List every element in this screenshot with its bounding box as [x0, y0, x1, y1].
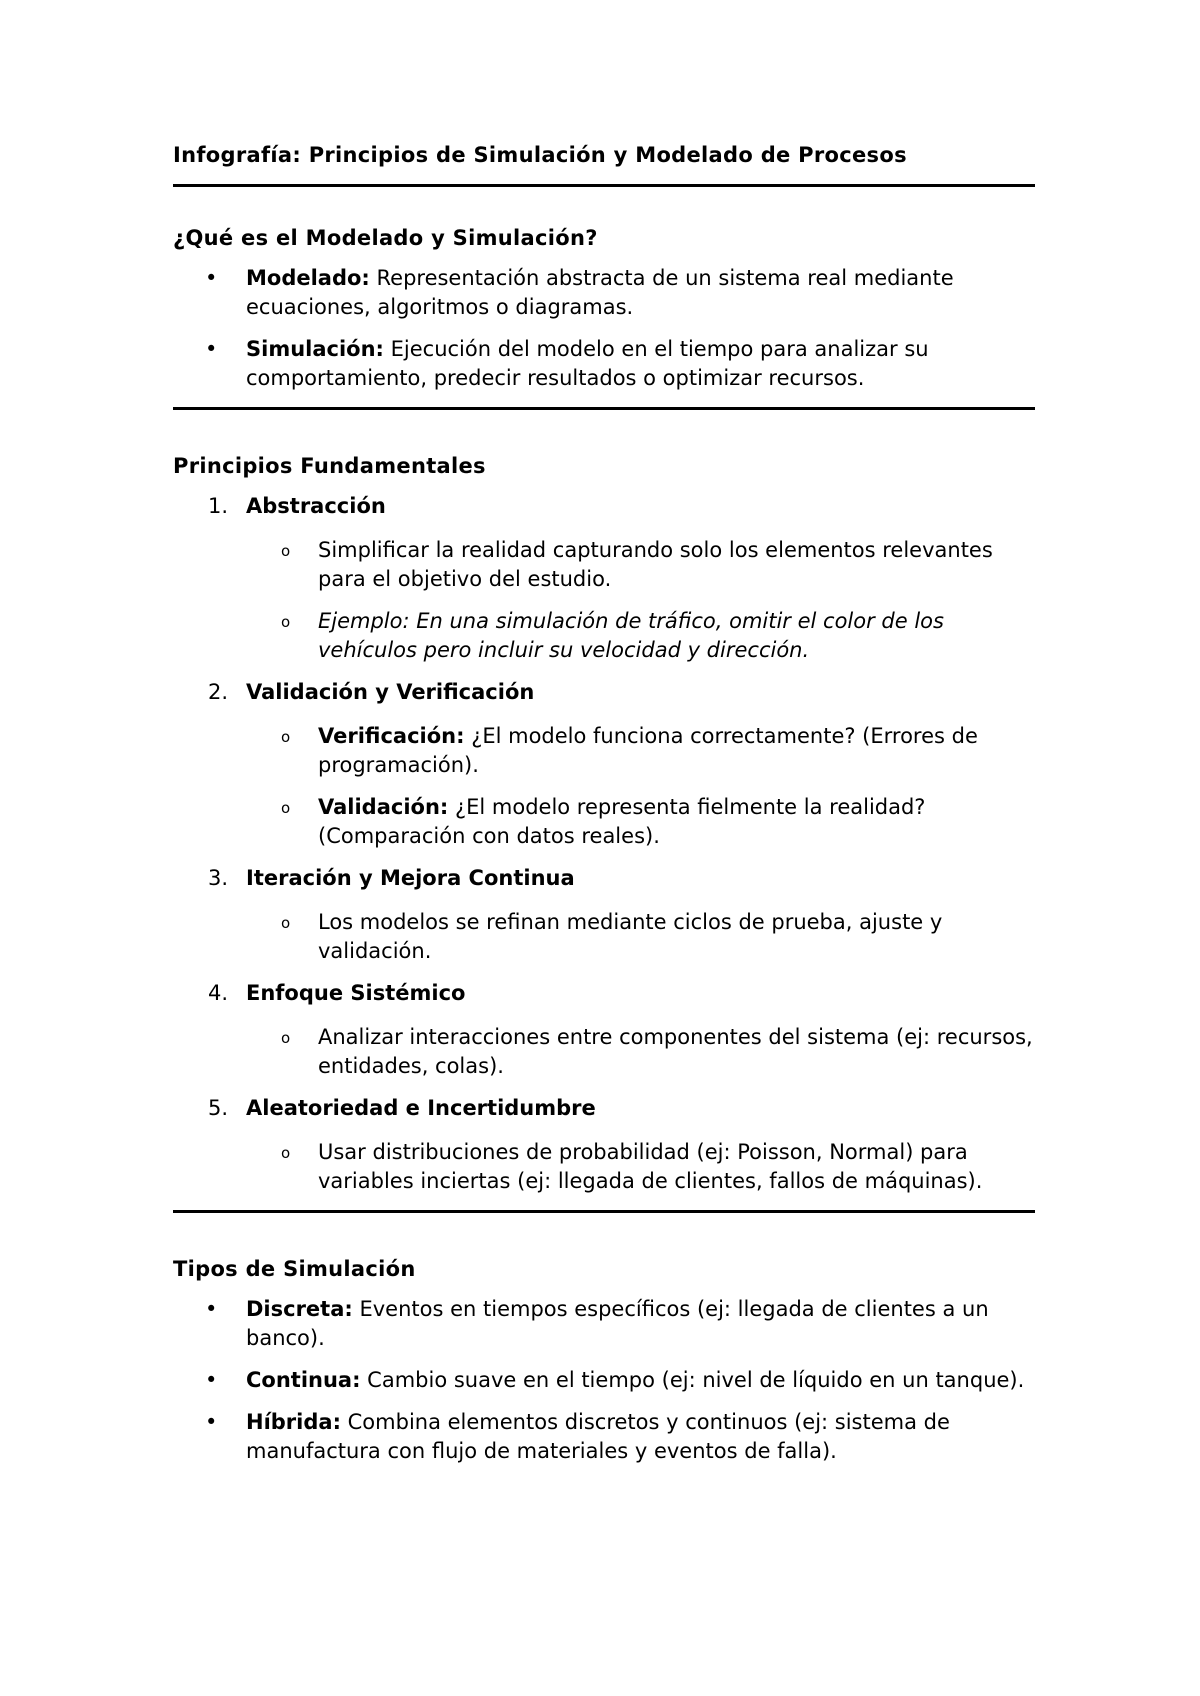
section-heading-intro: ¿Qué es el Modelado y Simulación? [173, 226, 598, 250]
type-item-hibrida [173, 1408, 1035, 1466]
sub-bullet-marker: o [281, 613, 291, 631]
sub-item [173, 793, 1035, 851]
sub-list [173, 1023, 1035, 1081]
horizontal-rule [173, 1210, 1035, 1213]
sub-item-text: Usar distribuciones de probabilidad (ej: Poisson, Normal) para variables inciertas (ej: llegada de clientes, fallos de máquinas). [318, 1140, 983, 1193]
sub-item [173, 536, 1035, 594]
definition-text: Representación abstracta de un sistema real mediante ecuaciones, algoritmos o diagramas. [246, 266, 954, 319]
principles-list [173, 492, 1035, 1196]
principle-title: Enfoque Sistémico [246, 981, 466, 1005]
definition-text: Eventos en tiempos específicos (ej: llegada de clientes a un banco). [246, 1297, 989, 1350]
sub-item-text: ¿El modelo representa fielmente la realidad? (Comparación con datos reales). [318, 795, 926, 848]
sub-bullet-marker: o [281, 799, 291, 817]
principle-item [173, 1094, 1035, 1196]
sub-list [173, 536, 1035, 665]
sub-bullet-marker: o [281, 728, 291, 746]
sub-bullet-marker: o [281, 1144, 291, 1162]
sub-item [173, 607, 1035, 665]
sub-item-text: Analizar interacciones entre componentes del sistema (ej: recursos, entidades, colas). [318, 1025, 1033, 1078]
term-label: Modelado: [246, 266, 370, 290]
term-label: Validación: [318, 795, 449, 819]
term-label: Híbrida: [246, 1410, 341, 1434]
section-heading-types: Tipos de Simulación [173, 1257, 416, 1281]
type-item-continua [173, 1366, 1035, 1395]
types-list [173, 1295, 1035, 1466]
list-number: 5. [208, 1096, 229, 1120]
list-number: 4. [208, 981, 229, 1005]
definition-text: Ejecución del modelo en el tiempo para analizar su comportamiento, predecir resultados o optimizar recursos. [246, 337, 929, 390]
list-number: 1. [208, 494, 229, 518]
principle-item [173, 678, 1035, 851]
horizontal-rule [173, 407, 1035, 410]
sub-item-text: Los modelos se refinan mediante ciclos de prueba, ajuste y validación. [318, 910, 943, 963]
sub-item-text: ¿El modelo funciona correctamente? (Errores de programación). [318, 724, 978, 777]
sub-list [173, 908, 1035, 966]
intro-item-modelado [173, 264, 1035, 322]
intro-list [173, 264, 1035, 393]
term-label: Discreta: [246, 1297, 353, 1321]
term-label: Verificación: [318, 724, 465, 748]
principle-title: Aleatoriedad e Incertidumbre [246, 1096, 596, 1120]
term-label: Continua: [246, 1368, 361, 1392]
sub-item-text: Simplificar la realidad capturando solo los elementos relevantes para el objetivo del estudio. [318, 538, 993, 591]
sub-item [173, 1138, 1035, 1196]
intro-item-simulacion [173, 335, 1035, 393]
example-text: Ejemplo: En una simulación de tráfico, omitir el color de los vehículos pero incluir su velocidad y dirección. [318, 609, 944, 662]
definition-text: Cambio suave en el tiempo (ej: nivel de líquido en un tanque). [360, 1368, 1025, 1392]
list-number: 3. [208, 866, 229, 890]
horizontal-rule [173, 184, 1035, 187]
principle-title: Validación y Verificación [246, 680, 535, 704]
document-title: Infografía: Principios de Simulación y Modelado de Procesos [173, 143, 907, 167]
definition-text: Combina elementos discretos y continuos (ej: sistema de manufactura con flujo de materiales y eventos de falla). [246, 1410, 950, 1463]
sub-bullet-marker: o [281, 1029, 291, 1047]
document-page [173, 140, 1035, 1466]
sub-list [173, 1138, 1035, 1196]
principle-item [173, 492, 1035, 665]
principle-title: Iteración y Mejora Continua [246, 866, 575, 890]
sub-bullet-marker: o [281, 914, 291, 932]
sub-item [173, 908, 1035, 966]
list-number: 2. [208, 680, 229, 704]
principle-item [173, 864, 1035, 966]
principle-title: Abstracción [246, 494, 386, 518]
sub-bullet-marker: o [281, 542, 291, 560]
principle-item [173, 979, 1035, 1081]
type-item-discreta [173, 1295, 1035, 1353]
sub-item [173, 722, 1035, 780]
sub-list [173, 722, 1035, 851]
term-label: Simulación: [246, 337, 384, 361]
section-heading-principles: Principios Fundamentales [173, 454, 486, 478]
sub-item [173, 1023, 1035, 1081]
